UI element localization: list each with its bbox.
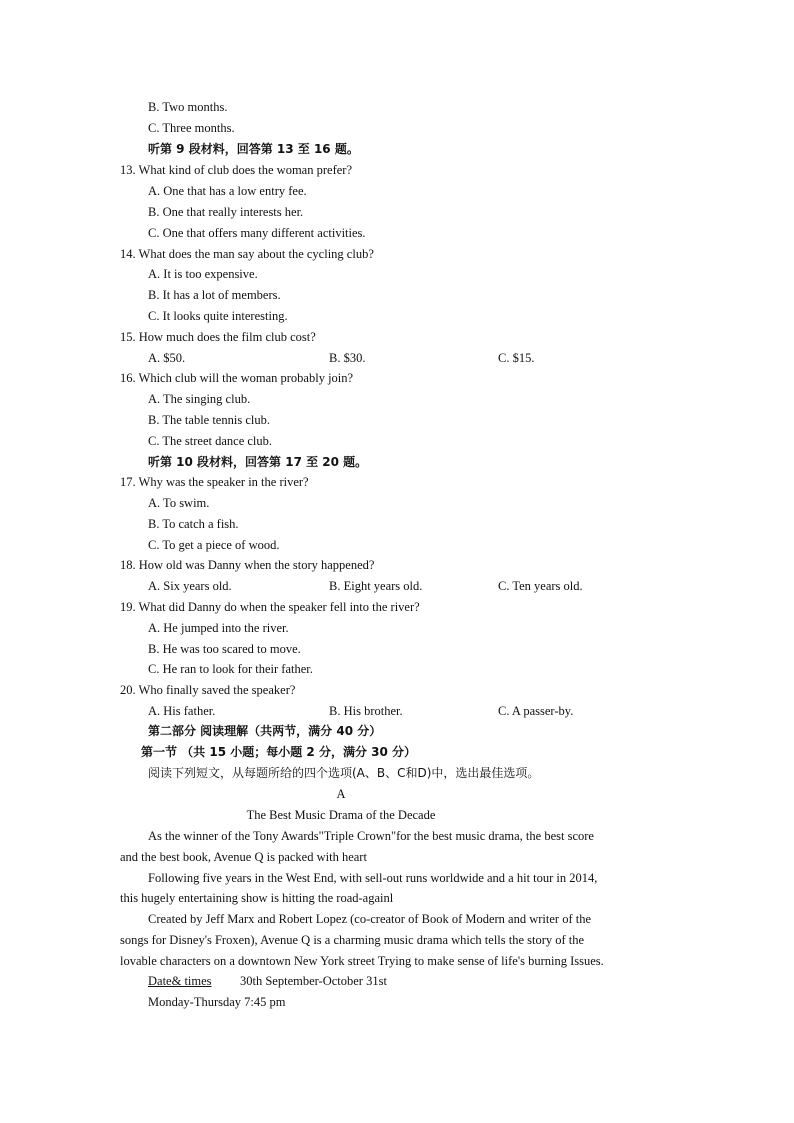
date-times-label: Date& times	[148, 974, 212, 988]
paragraph-2-line-2: this hugely entertaining show is hitting the road-againl	[120, 891, 394, 905]
question-18: 18. How old was Danny when the story happened?	[120, 558, 375, 572]
option-19a: A. He jumped into the river.	[148, 621, 289, 635]
date-times-value: 30th September-October 31st	[240, 974, 387, 988]
option-17c: C. To get a piece of wood.	[148, 538, 280, 552]
question-14: 14. What does the man say about the cycling club?	[120, 247, 374, 261]
option-14a: A. It is too expensive.	[148, 267, 258, 281]
option-16c: C. The street dance club.	[148, 434, 273, 448]
option-20c: C. A passer-by.	[498, 704, 574, 718]
passage-letter: A	[336, 787, 346, 801]
option-20a: A. His father.	[148, 704, 216, 718]
paragraph-1-line-1: As the winner of the Tony Awards"Triple Crown"for the best music drama, the best score	[148, 829, 594, 843]
question-17: 17. Why was the speaker in the river?	[120, 475, 309, 489]
option-20b: B. His brother.	[329, 704, 403, 718]
section-one-heading: 第一节 （共 15 小题；每小题 2 分，满分 30 分）	[141, 745, 416, 759]
option-13a: A. One that has a low entry fee.	[148, 184, 307, 198]
option-15a: A. $50.	[148, 351, 186, 365]
option-14c: C. It looks quite interesting.	[148, 309, 288, 323]
question-20: 20. Who finally saved the speaker?	[120, 683, 296, 697]
passage-title: The Best Music Drama of the Decade	[246, 808, 436, 822]
option-13b: B. One that really interests her.	[148, 205, 304, 219]
paragraph-2-line-1: Following five years in the West End, with sell-out runs worldwide and a hit tour in 2014,	[148, 871, 598, 885]
option-19c: C. He ran to look for their father.	[148, 662, 313, 676]
paragraph-3-line-1: Created by Jeff Marx and Robert Lopez (co-creator of Book of Modern and writer of the	[148, 912, 592, 926]
option-15b: B. $30.	[329, 351, 366, 365]
option-17b: B. To catch a fish.	[148, 517, 239, 531]
schedule-line: Monday-Thursday 7:45 pm	[148, 995, 286, 1009]
question-15: 15. How much does the film club cost?	[120, 330, 316, 344]
paragraph-1-line-2: and the best book, Avenue Q is packed with heart	[120, 850, 367, 864]
question-13: 13. What kind of club does the woman prefer?	[120, 163, 352, 177]
option-16a: A. The singing club.	[148, 392, 251, 406]
option-14b: B. It has a lot of members.	[148, 288, 281, 302]
question-16: 16. Which club will the woman probably join?	[120, 371, 354, 385]
paragraph-3-line-3: lovable characters on a downtown New York street Trying to make sense of life's burning Issues.	[120, 954, 604, 968]
option-12b: B. Two months.	[148, 100, 228, 114]
option-16b: B. The table tennis club.	[148, 413, 270, 427]
part-two-heading: 第二部分 阅读理解（共两节，满分 40 分）	[148, 724, 382, 738]
section-heading-10: 听第 10 段材料，回答第 17 至 20 题。	[148, 455, 368, 469]
option-17a: A. To swim.	[148, 496, 210, 510]
option-18b: B. Eight years old.	[329, 579, 423, 593]
option-12c: C. Three months.	[148, 121, 235, 135]
option-19b: B. He was too scared to move.	[148, 642, 301, 656]
option-18c: C. Ten years old.	[498, 579, 583, 593]
option-18a: A. Six years old.	[148, 579, 232, 593]
option-15c: C. $15.	[498, 351, 535, 365]
option-13c: C. One that offers many different activities.	[148, 226, 366, 240]
paragraph-3-line-2: songs for Disney's Froxen), Avenue Q is a charming music drama which tells the story of the	[120, 933, 585, 947]
reading-instructions: 阅读下列短文，从每题所给的四个选项(A、B、C和D)中，选出最佳选项。	[148, 766, 540, 780]
question-19: 19. What did Danny do when the speaker fell into the river?	[120, 600, 420, 614]
section-heading-9: 听第 9 段材料，回答第 13 至 16 题。	[148, 142, 359, 156]
